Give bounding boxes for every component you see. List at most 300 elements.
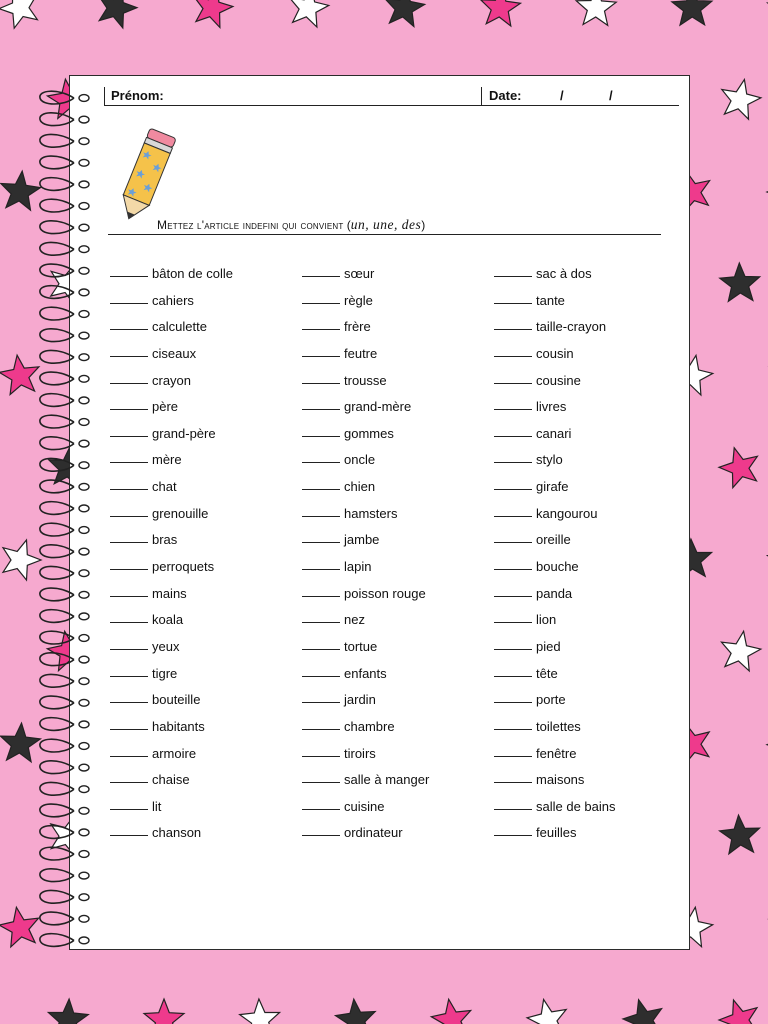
- noun-word: koala: [152, 612, 184, 628]
- binding-hole: [79, 915, 89, 922]
- exercise-item: [494, 612, 684, 639]
- exercise-item: [110, 559, 300, 586]
- spiral-ring: [40, 307, 74, 320]
- answer-blank[interactable]: [302, 596, 340, 597]
- exercise-item: [302, 559, 492, 586]
- exercise-item: [494, 799, 684, 826]
- noun-word: tête: [536, 665, 558, 681]
- exercise-item: [302, 532, 492, 559]
- binding-hole: [79, 872, 89, 879]
- spiral-ring: [40, 523, 74, 536]
- star-icon: [720, 263, 760, 301]
- spiral-ring: [40, 869, 74, 882]
- answer-blank[interactable]: [494, 303, 532, 304]
- spiral-ring: [40, 674, 74, 687]
- binding-hole: [79, 397, 89, 404]
- noun-word: cuisine: [344, 798, 385, 814]
- binding-hole: [79, 203, 89, 210]
- answer-blank[interactable]: [302, 569, 340, 570]
- exercise-item: [494, 346, 684, 373]
- star-icon: [194, 0, 233, 28]
- answer-blank[interactable]: [494, 516, 532, 517]
- binding-hole: [79, 311, 89, 318]
- noun-word: nez: [344, 612, 365, 628]
- exercise-item: [302, 426, 492, 453]
- noun-word: oncle: [344, 452, 376, 468]
- answer-blank[interactable]: [494, 489, 532, 490]
- binding-hole: [79, 851, 89, 858]
- answer-blank[interactable]: [302, 489, 340, 490]
- exercise-item: [494, 746, 684, 773]
- answer-blank[interactable]: [110, 569, 148, 570]
- noun-word: toilettes: [536, 718, 581, 734]
- answer-blank[interactable]: [302, 649, 340, 650]
- exercise-item: [110, 746, 300, 773]
- spiral-ring: [40, 437, 74, 450]
- spiral-ring: [40, 610, 74, 623]
- exercise-item: [494, 452, 684, 479]
- exercise-item: [110, 479, 300, 506]
- answer-blank[interactable]: [110, 622, 148, 623]
- exercise-item: [494, 266, 684, 293]
- noun-word: crayon: [152, 372, 192, 388]
- exercise-item: [302, 586, 492, 613]
- exercise-item: [494, 772, 684, 799]
- binding-hole: [79, 159, 89, 166]
- binding-hole: [79, 354, 89, 361]
- word-column: [302, 266, 492, 852]
- noun-word: salle de bains: [536, 798, 616, 814]
- spiral-ring: [40, 458, 74, 471]
- answer-blank[interactable]: [110, 356, 148, 357]
- noun-word: chanson: [152, 825, 202, 841]
- spiral-ring: [40, 178, 74, 191]
- binding-hole: [79, 527, 89, 534]
- binding-hole: [79, 138, 89, 145]
- instruction: [108, 215, 661, 235]
- answer-blank[interactable]: [302, 516, 340, 517]
- spiral-ring: [40, 156, 74, 169]
- answer-blank[interactable]: [110, 782, 148, 783]
- answer-blank[interactable]: [494, 809, 532, 810]
- star-icon: [623, 1000, 662, 1024]
- exercise-item: [302, 825, 492, 852]
- exercise-item: [302, 293, 492, 320]
- answer-blank[interactable]: [494, 409, 532, 410]
- noun-word: chat: [152, 479, 177, 495]
- answer-blank[interactable]: [494, 542, 532, 543]
- answer-blank[interactable]: [110, 835, 148, 836]
- star-icon: [0, 0, 37, 28]
- answer-blank[interactable]: [302, 782, 340, 783]
- binding-hole: [79, 483, 89, 490]
- spiral-ring: [40, 912, 74, 925]
- answer-blank[interactable]: [302, 276, 340, 277]
- spiral-ring: [40, 761, 74, 774]
- answer-blank[interactable]: [302, 436, 340, 437]
- noun-word: tortue: [344, 638, 378, 654]
- answer-blank[interactable]: [494, 622, 532, 623]
- answer-blank[interactable]: [110, 676, 148, 677]
- answer-blank[interactable]: [110, 276, 148, 277]
- noun-word: jambe: [344, 532, 380, 548]
- noun-word: stylo: [536, 452, 563, 468]
- spiral-ring: [40, 221, 74, 234]
- exercise-item: [302, 346, 492, 373]
- binding-hole: [79, 937, 89, 944]
- answer-blank[interactable]: [110, 462, 148, 463]
- spiral-ring: [40, 782, 74, 795]
- exercise-item: [110, 452, 300, 479]
- exercise-item: [110, 426, 300, 453]
- exercise-item: [494, 319, 684, 346]
- exercise-item: [110, 532, 300, 559]
- noun-word: yeux: [152, 638, 180, 654]
- answer-blank[interactable]: [110, 729, 148, 730]
- exercise-item: [302, 266, 492, 293]
- noun-word: oreille: [536, 532, 571, 548]
- exercise-item: [302, 639, 492, 666]
- spiral-ring: [40, 394, 74, 407]
- binding-hole: [79, 591, 89, 598]
- binding-hole: [79, 462, 89, 469]
- spiral-binding: [18, 80, 98, 950]
- exercise-item: [302, 719, 492, 746]
- spiral-ring: [40, 826, 74, 839]
- exercise-item: [494, 293, 684, 320]
- exercise-item: [302, 506, 492, 533]
- answer-blank[interactable]: [494, 835, 532, 836]
- spiral-ring: [40, 134, 74, 147]
- noun-word: ordinateur: [344, 825, 403, 841]
- star-icon: [720, 815, 760, 854]
- spiral-ring: [40, 242, 74, 255]
- noun-word: habitants: [152, 718, 205, 734]
- answer-blank[interactable]: [494, 596, 532, 597]
- answer-blank[interactable]: [494, 756, 532, 757]
- answer-blank[interactable]: [494, 782, 532, 783]
- answer-blank[interactable]: [302, 622, 340, 623]
- noun-word: cousine: [536, 372, 581, 388]
- noun-word: poisson rouge: [344, 585, 426, 601]
- binding-hole: [79, 635, 89, 642]
- answer-blank[interactable]: [110, 756, 148, 757]
- noun-word: lapin: [344, 559, 372, 575]
- noun-word: grenouille: [152, 505, 209, 521]
- answer-blank[interactable]: [110, 409, 148, 410]
- spiral-ring: [40, 502, 74, 515]
- answer-blank[interactable]: [302, 329, 340, 330]
- answer-blank[interactable]: [494, 276, 532, 277]
- noun-word: lit: [152, 798, 162, 814]
- star-icon: [527, 1000, 566, 1024]
- binding-hole: [79, 786, 89, 793]
- spiral-ring: [40, 286, 74, 299]
- answer-blank[interactable]: [302, 756, 340, 757]
- noun-word: grand-père: [152, 425, 216, 441]
- exercise-item: [494, 666, 684, 693]
- exercise-item: [110, 639, 300, 666]
- answer-blank[interactable]: [110, 809, 148, 810]
- star-icon: [576, 0, 616, 25]
- spiral-ring: [40, 718, 74, 731]
- worksheet: [69, 75, 690, 950]
- noun-word: chambre: [344, 718, 395, 734]
- noun-word: gommes: [344, 425, 394, 441]
- answer-blank[interactable]: [110, 489, 148, 490]
- spiral-ring: [40, 545, 74, 558]
- answer-blank[interactable]: [494, 649, 532, 650]
- spiral-ring: [40, 350, 74, 363]
- binding-hole: [79, 267, 89, 274]
- name-label: Prénom:: [111, 88, 164, 103]
- noun-word: mère: [152, 452, 182, 468]
- exercise-item: [110, 293, 300, 320]
- exercise-item: [494, 506, 684, 533]
- answer-blank[interactable]: [110, 702, 148, 703]
- answer-blank[interactable]: [494, 462, 532, 463]
- answer-blank[interactable]: [302, 809, 340, 810]
- spiral-ring: [40, 566, 74, 579]
- choices-close: ): [421, 218, 426, 232]
- binding-hole: [79, 224, 89, 231]
- answer-blank[interactable]: [110, 542, 148, 543]
- answer-blank[interactable]: [302, 462, 340, 463]
- noun-word: perroquets: [152, 559, 215, 575]
- exercise-item: [494, 399, 684, 426]
- article-choices: un, une, des: [350, 217, 422, 232]
- noun-word: cousin: [536, 345, 574, 361]
- binding-hole: [79, 656, 89, 663]
- star-icon: [722, 631, 761, 671]
- exercise-item: [494, 479, 684, 506]
- answer-blank[interactable]: [302, 702, 340, 703]
- spiral-ring: [40, 588, 74, 601]
- noun-word: calculette: [152, 319, 207, 335]
- noun-word: bouche: [536, 559, 579, 575]
- date-slash: /: [560, 88, 564, 103]
- exercise-item: [494, 692, 684, 719]
- exercise-item: [110, 506, 300, 533]
- noun-word: cahiers: [152, 292, 194, 308]
- exercise-item: [110, 612, 300, 639]
- noun-word: chien: [344, 479, 376, 495]
- binding-hole: [79, 181, 89, 188]
- binding-hole: [79, 95, 89, 102]
- noun-word: livres: [536, 399, 567, 415]
- answer-blank[interactable]: [302, 356, 340, 357]
- exercise-item: [302, 399, 492, 426]
- exercise-item: [110, 319, 300, 346]
- exercise-item: [494, 719, 684, 746]
- date-label: Date:: [489, 88, 522, 103]
- pencil-icon: [110, 124, 182, 229]
- answer-blank[interactable]: [494, 569, 532, 570]
- star-icon: [336, 999, 376, 1024]
- date-slash: /: [609, 88, 613, 103]
- exercise-item: [302, 666, 492, 693]
- noun-word: frère: [344, 319, 371, 335]
- binding-hole: [79, 743, 89, 750]
- answer-blank[interactable]: [494, 356, 532, 357]
- exercise-item: [110, 719, 300, 746]
- noun-word: lion: [536, 612, 557, 628]
- exercise-item: [110, 799, 300, 826]
- star-icon: [290, 0, 329, 27]
- answer-blank[interactable]: [110, 383, 148, 384]
- answer-blank[interactable]: [302, 729, 340, 730]
- spiral-ring: [40, 91, 74, 104]
- noun-word: sœur: [344, 266, 375, 281]
- noun-word: porte: [536, 692, 566, 708]
- noun-word: trousse: [344, 372, 387, 388]
- noun-word: feutre: [344, 345, 378, 361]
- answer-blank[interactable]: [110, 649, 148, 650]
- binding-hole: [79, 829, 89, 836]
- noun-word: règle: [344, 292, 373, 308]
- star-icon: [719, 1000, 757, 1024]
- exercise-item: [494, 586, 684, 613]
- exercise-item: [302, 799, 492, 826]
- binding-hole: [79, 807, 89, 814]
- noun-word: kangourou: [536, 505, 598, 521]
- exercise-item: [110, 373, 300, 400]
- answer-blank[interactable]: [110, 303, 148, 304]
- noun-word: feuilles: [536, 825, 577, 841]
- exercise-item: [110, 586, 300, 613]
- exercise-item: [494, 559, 684, 586]
- exercise-item: [110, 772, 300, 799]
- binding-hole: [79, 721, 89, 728]
- noun-word: fenêtre: [536, 745, 577, 761]
- noun-word: bouteille: [152, 692, 201, 708]
- spiral-ring: [40, 113, 74, 126]
- answer-blank[interactable]: [302, 835, 340, 836]
- exercise-item: [110, 399, 300, 426]
- exercise-item: [302, 746, 492, 773]
- spiral-ring: [40, 890, 74, 903]
- answer-blank[interactable]: [302, 409, 340, 410]
- binding-hole: [79, 419, 89, 426]
- noun-word: enfants: [344, 665, 387, 681]
- spiral-ring: [40, 847, 74, 860]
- spiral-ring: [40, 653, 74, 666]
- binding-hole: [79, 289, 89, 296]
- spiral-ring: [40, 934, 74, 947]
- noun-word: tiroirs: [344, 745, 376, 761]
- noun-word: bâton de colle: [152, 266, 233, 281]
- star-icon: [672, 0, 712, 25]
- spiral-ring: [40, 372, 74, 385]
- answer-blank[interactable]: [494, 676, 532, 677]
- answer-blank[interactable]: [110, 596, 148, 597]
- star-icon: [719, 448, 757, 488]
- star-icon: [481, 0, 521, 26]
- noun-word: hamsters: [344, 505, 398, 521]
- answer-blank[interactable]: [302, 383, 340, 384]
- exercise-item: [110, 266, 300, 293]
- spiral-ring: [40, 631, 74, 644]
- exercise-item: [302, 373, 492, 400]
- noun-word: pied: [536, 638, 561, 654]
- answer-blank[interactable]: [302, 542, 340, 543]
- star-icon: [385, 0, 425, 26]
- noun-word: girafe: [536, 479, 569, 495]
- exercise-item: [110, 825, 300, 852]
- exercise-item: [302, 772, 492, 799]
- exercise-item: [302, 692, 492, 719]
- choices-open: (: [346, 218, 351, 232]
- binding-hole: [79, 332, 89, 339]
- binding-hole: [79, 375, 89, 382]
- noun-word: père: [152, 399, 179, 415]
- exercise-item: [110, 346, 300, 373]
- answer-blank[interactable]: [494, 436, 532, 437]
- word-column: [494, 266, 684, 852]
- noun-word: chaise: [152, 772, 190, 788]
- answer-blank[interactable]: [302, 676, 340, 677]
- spiral-ring: [40, 804, 74, 817]
- binding-hole: [79, 570, 89, 577]
- star-icon: [431, 999, 470, 1024]
- exercise-item: [110, 692, 300, 719]
- noun-word: tigre: [152, 665, 178, 681]
- exercise-item: [302, 479, 492, 506]
- star-icon: [48, 999, 88, 1024]
- noun-word: grand-mère: [344, 399, 412, 415]
- star-icon: [144, 999, 184, 1024]
- star-icon: [240, 999, 280, 1024]
- spiral-ring: [40, 264, 74, 277]
- binding-hole: [79, 116, 89, 123]
- noun-word: maisons: [536, 772, 585, 788]
- noun-word: salle à manger: [344, 772, 430, 788]
- answer-blank[interactable]: [110, 329, 148, 330]
- spiral-ring: [40, 480, 74, 493]
- answer-blank[interactable]: [494, 729, 532, 730]
- star-icon: [722, 80, 761, 120]
- noun-word: bras: [152, 532, 178, 548]
- spiral-ring: [40, 329, 74, 342]
- exercise-item: [494, 532, 684, 559]
- exercise-item: [494, 373, 684, 400]
- exercise-item: [494, 825, 684, 852]
- binding-hole: [79, 246, 89, 253]
- noun-word: taille-crayon: [536, 319, 607, 335]
- header-row: [104, 87, 679, 106]
- exercise-item: [494, 426, 684, 453]
- binding-hole: [79, 699, 89, 706]
- noun-word: mains: [152, 585, 187, 601]
- noun-word: jardin: [344, 692, 376, 708]
- binding-hole: [79, 548, 89, 555]
- exercise-item: [302, 612, 492, 639]
- answer-blank[interactable]: [494, 383, 532, 384]
- answer-blank[interactable]: [302, 303, 340, 304]
- answer-blank[interactable]: [494, 329, 532, 330]
- answer-blank[interactable]: [494, 702, 532, 703]
- exercise-item: [494, 639, 684, 666]
- binding-hole: [79, 678, 89, 685]
- binding-hole: [79, 613, 89, 620]
- noun-word: armoire: [152, 745, 197, 761]
- answer-blank[interactable]: [110, 516, 148, 517]
- noun-word: tante: [536, 292, 565, 308]
- noun-word: panda: [536, 585, 573, 601]
- binding-hole: [79, 764, 89, 771]
- answer-blank[interactable]: [110, 436, 148, 437]
- word-column: [110, 266, 300, 852]
